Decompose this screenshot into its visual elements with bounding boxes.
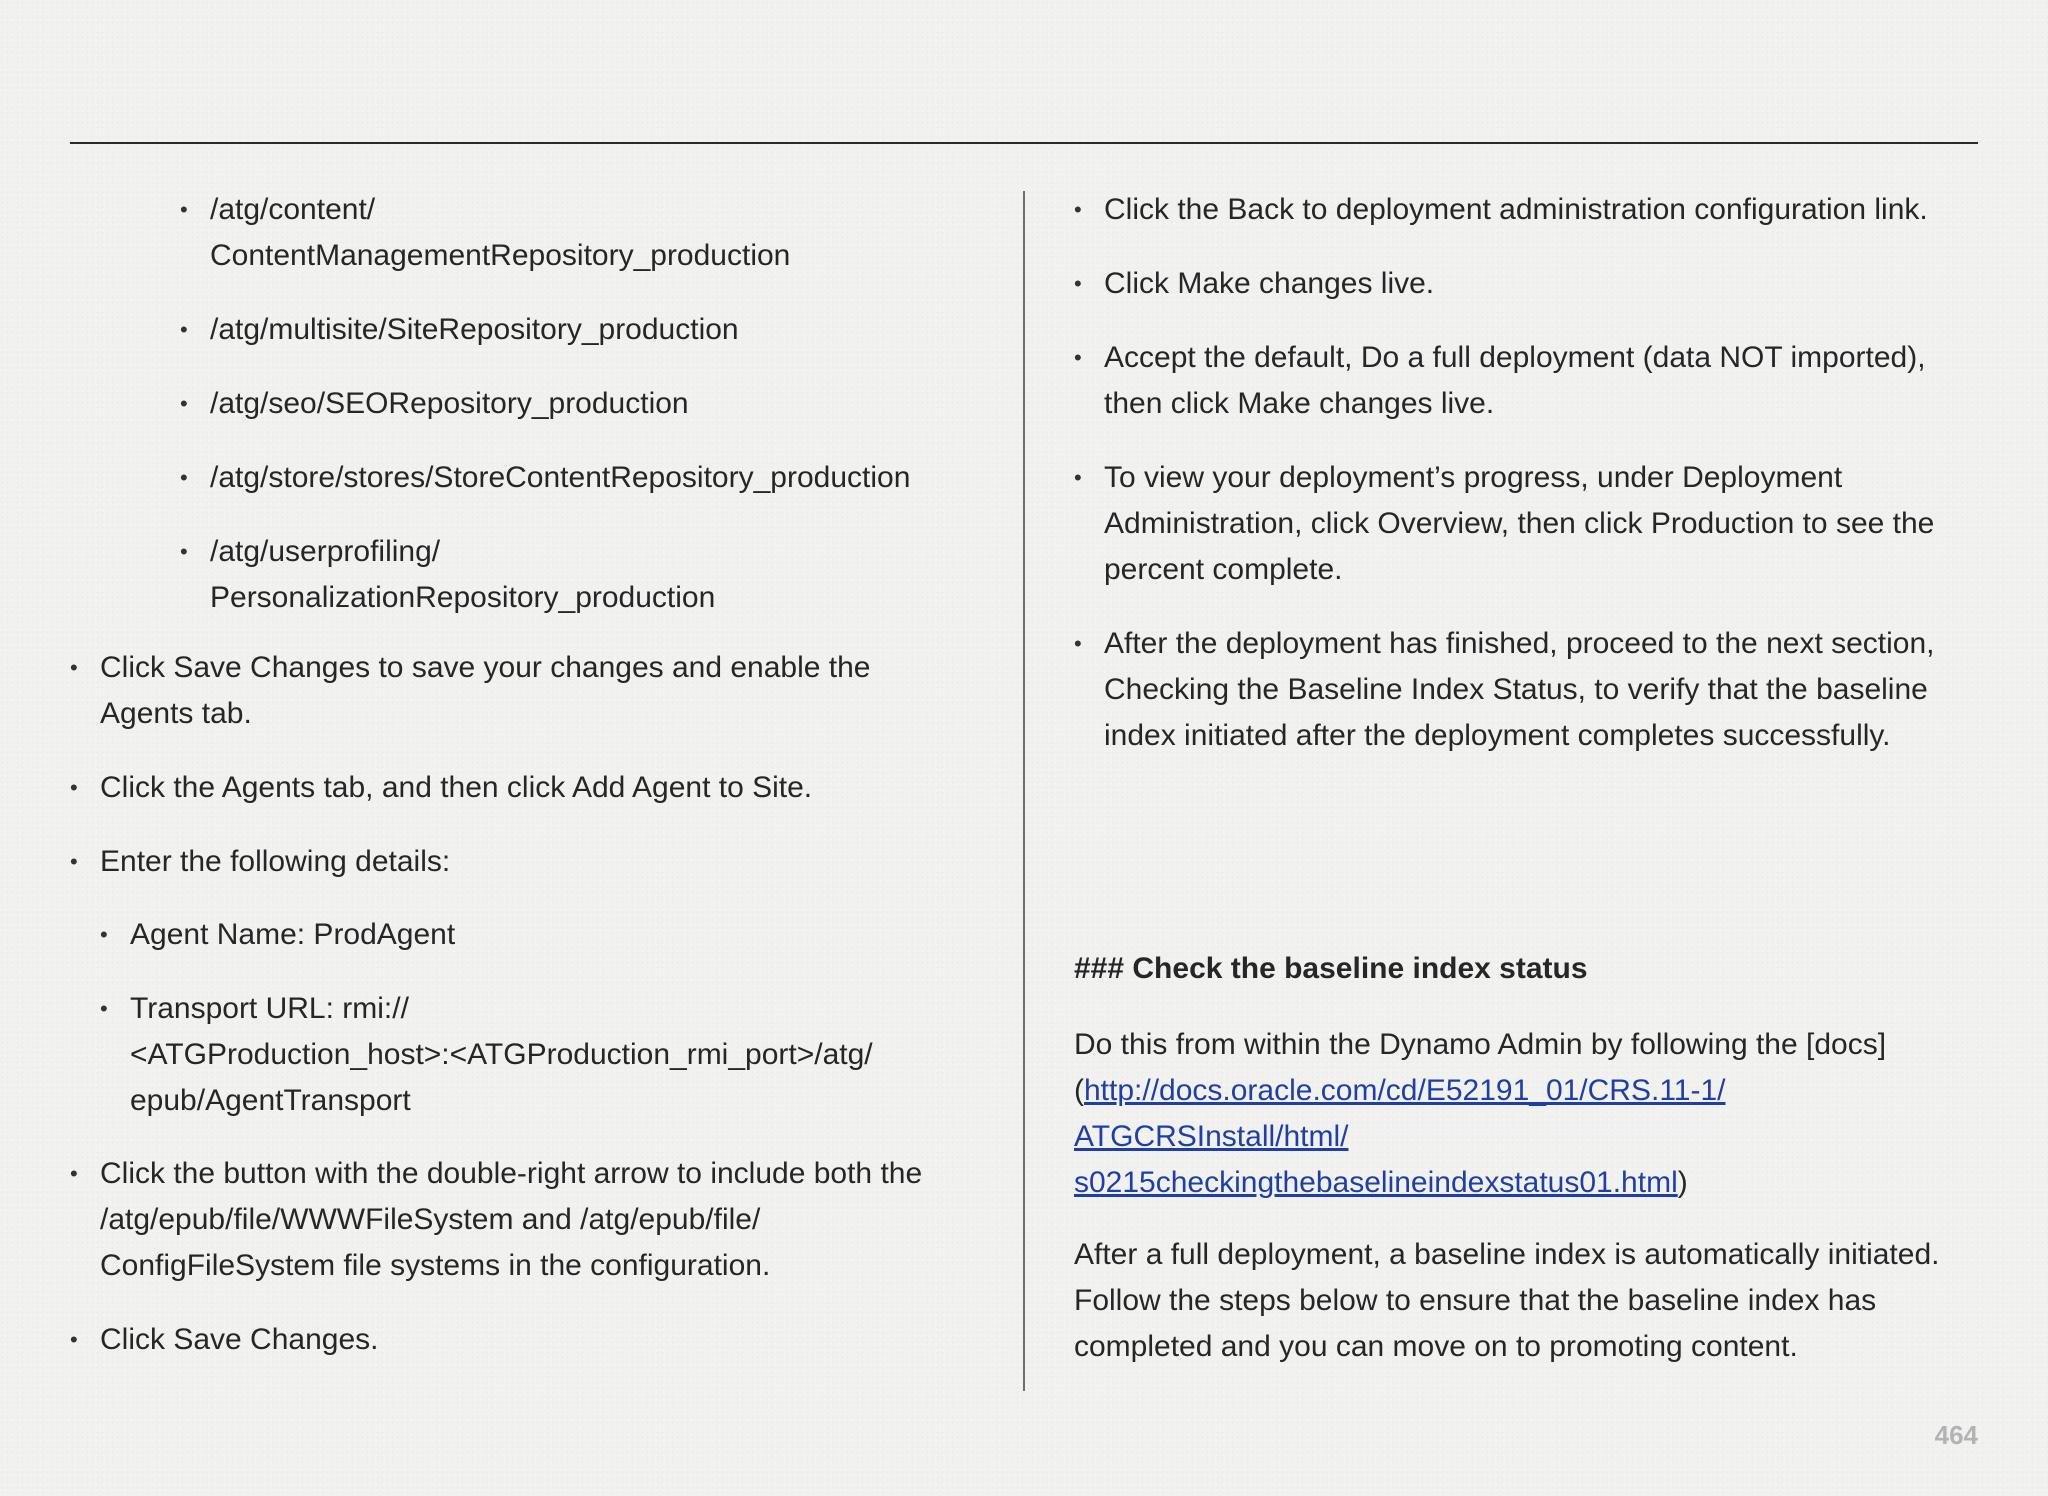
list-item-text: /atg/multisite/SiteRepository_production xyxy=(210,313,739,346)
bullet-icon: • xyxy=(180,391,188,416)
bullet-icon: • xyxy=(180,197,188,222)
top-rule xyxy=(70,142,1978,144)
list-item-text: /atg/store/stores/StoreContentRepository_production xyxy=(210,461,911,494)
repository-list xyxy=(180,187,990,649)
list-item-text: Transport URL: rmi:// <ATGProduction_host>:<ATGProduction_rmi_port>/atg/ epub/AgentTransport xyxy=(130,992,873,1117)
bullet-icon: • xyxy=(1074,465,1082,490)
list-item-text: Click Save Changes to save your changes and enable the Agents tab. xyxy=(100,651,871,730)
list-item-text: /atg/seo/SEORepository_production xyxy=(210,387,689,420)
bullet-icon: • xyxy=(1074,197,1082,222)
bullet-icon: • xyxy=(70,849,78,874)
list-item-text: Click Make changes live. xyxy=(1104,267,1435,300)
steps-list xyxy=(70,645,960,913)
list-item xyxy=(1074,261,1984,307)
bullet-icon: • xyxy=(70,1327,78,1352)
list-item xyxy=(1074,455,1984,593)
list-item xyxy=(180,381,990,427)
list-item xyxy=(180,187,990,279)
list-item xyxy=(70,1151,960,1289)
docs-paragraph xyxy=(1074,1022,1974,1206)
agent-details-list xyxy=(100,912,960,1152)
list-item-text: Click the button with the double-right arrow to include both the /atg/epub/file/WWWFileSystem and /atg/epub/file/ ConfigFileSystem file systems in the configuration. xyxy=(100,1157,923,1282)
bullet-icon: • xyxy=(1074,345,1082,370)
list-item xyxy=(70,645,960,737)
steps-list-continued xyxy=(70,1151,960,1391)
list-item xyxy=(1074,187,1984,233)
bullet-icon: • xyxy=(70,775,78,800)
bullet-icon: • xyxy=(1074,631,1082,656)
list-item-text: Enter the following details: xyxy=(100,845,451,878)
list-item xyxy=(1074,621,1984,759)
docs-paragraph-text: Do this from within the Dynamo Admin by following the [docs] ( xyxy=(1074,1028,1887,1107)
list-item xyxy=(70,765,960,811)
list-item-text: /atg/content/ ContentManagementRepository_production xyxy=(210,193,791,272)
list-item-text: Click Save Changes. xyxy=(100,1323,379,1356)
list-item xyxy=(1074,335,1984,427)
bullet-icon: • xyxy=(180,539,188,564)
list-item-text: Agent Name: ProdAgent xyxy=(130,918,456,951)
bullet-icon: • xyxy=(1074,271,1082,296)
list-item xyxy=(100,986,960,1124)
deployment-steps-list xyxy=(1074,187,1984,787)
list-item xyxy=(100,912,960,958)
docs-link[interactable]: http://docs.oracle.com/cd/E52191_01/CRS.11-1/ ATGCRSInstall/html/ s0215checkingthebaselineindexstatus01.html xyxy=(1074,1074,1726,1199)
bullet-icon: • xyxy=(70,1161,78,1186)
bullet-icon: • xyxy=(70,655,78,680)
column-divider xyxy=(1023,191,1025,1391)
section-heading: ### Check the baseline index status xyxy=(1074,952,1588,985)
list-item xyxy=(180,455,990,501)
list-item-text: Click the Agents tab, and then click Add Agent to Site. xyxy=(100,771,813,804)
list-item-text: Accept the default, Do a full deployment (data NOT imported), then click Make changes live. xyxy=(1104,341,1926,420)
bullet-icon: • xyxy=(180,465,188,490)
bullet-icon: • xyxy=(100,996,108,1021)
list-item xyxy=(180,529,990,621)
baseline-paragraph: After a full deployment, a baseline index is automatically initiated. Follow the steps below to ensure that the baseline index has completed and you can move on to promoting content. xyxy=(1074,1238,1940,1363)
bullet-icon: • xyxy=(180,317,188,342)
list-item-text: After the deployment has finished, proceed to the next section, Checking the Baseline Index Status, to verify that the baseline index initiated after the deployment completes successfully. xyxy=(1104,627,1935,752)
list-item-text: /atg/userprofiling/ PersonalizationRepository_production xyxy=(210,535,716,614)
docs-paragraph-suffix: ) xyxy=(1677,1166,1688,1199)
list-item xyxy=(70,1317,960,1363)
list-item-text: Click the Back to deployment administration configuration link. xyxy=(1104,193,1928,226)
list-item xyxy=(70,839,960,885)
list-item-text: To view your deployment’s progress, under Deployment Administration, click Overview, then click Production to see the percent complete. xyxy=(1104,461,1935,586)
bullet-icon: • xyxy=(100,922,108,947)
page-number: 464 xyxy=(1934,1420,1978,1450)
list-item xyxy=(180,307,990,353)
